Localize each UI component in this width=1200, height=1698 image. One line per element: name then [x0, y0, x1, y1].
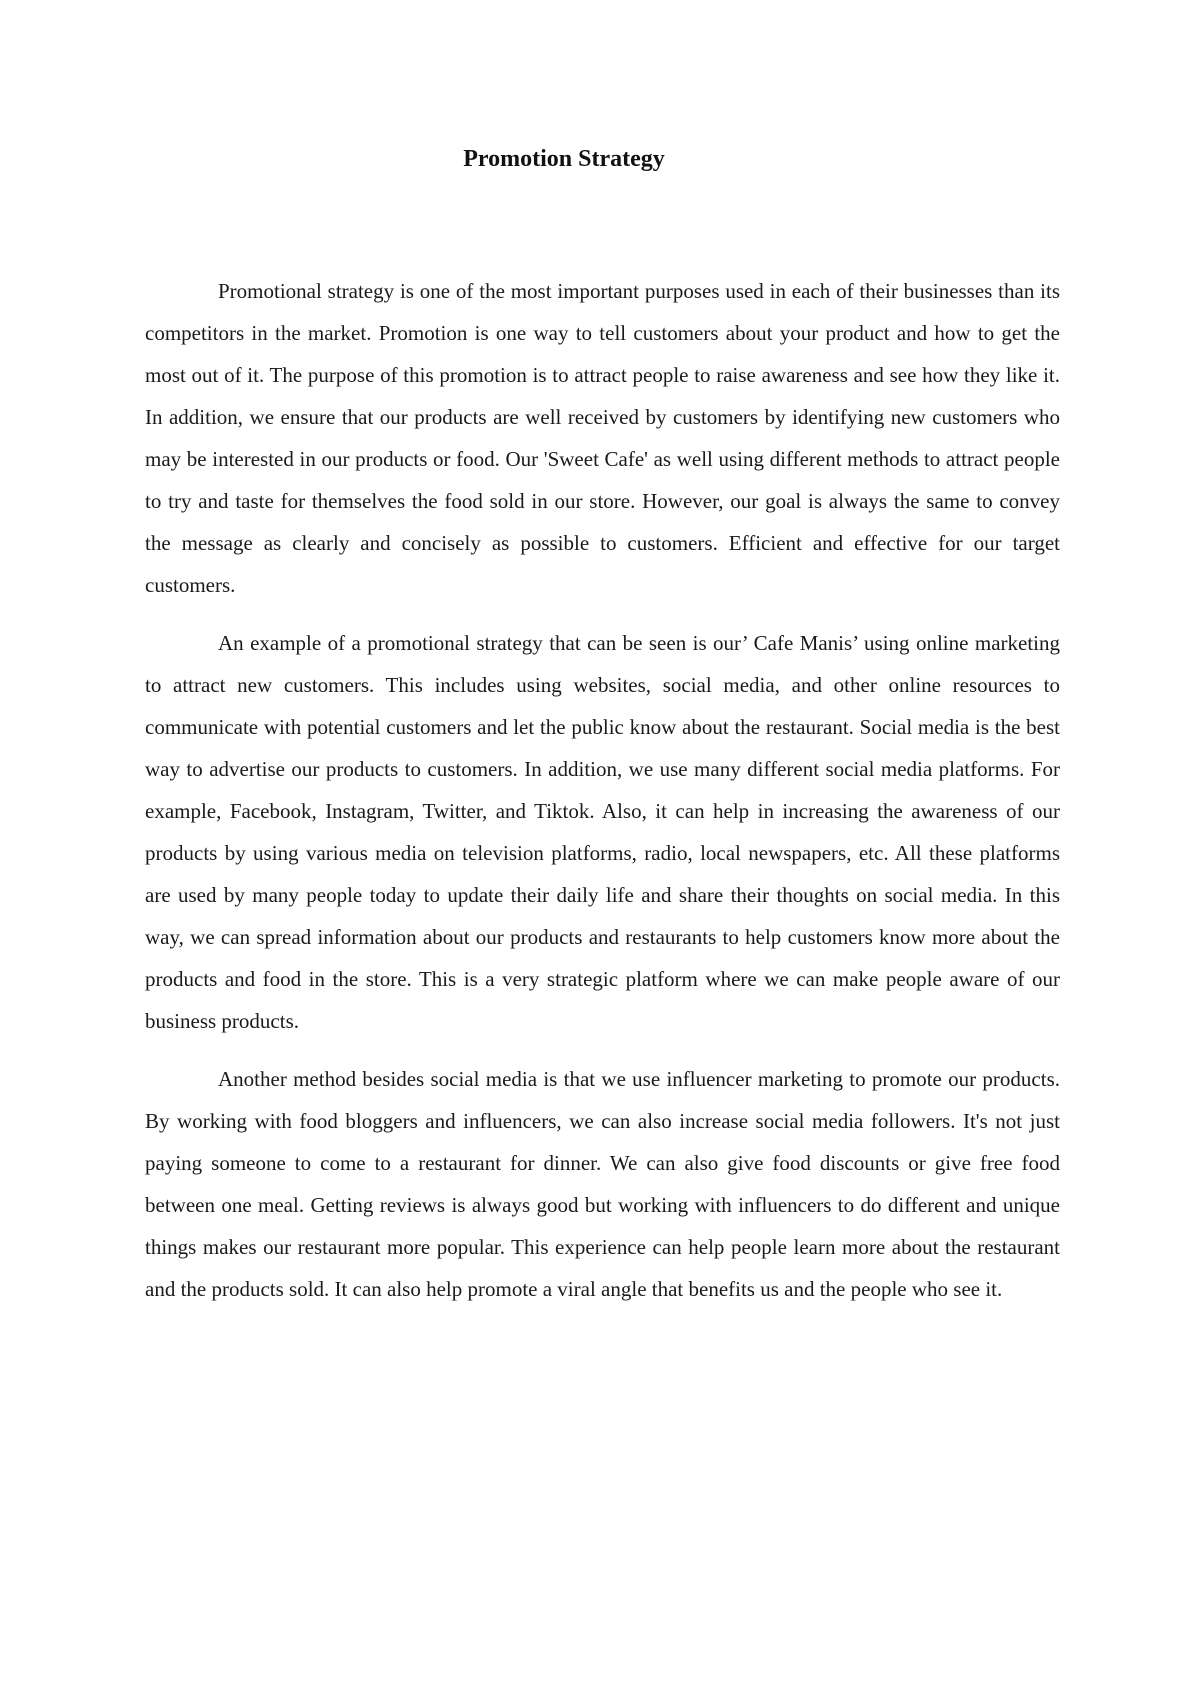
document-body	[145, 270, 1060, 1326]
paragraph-1: Promotional strategy is one of the most important purposes used in each of their businesses than its competitors in the market. Promotion is one way to tell customers about your product and how to get the most out of it. The purpose of this promotion is to attract people to raise awareness and see how they like it. In addition, we ensure that our products are well received by customers by identifying new customers who may be interested in our products or food. Our 'Sweet Cafe' as well using different methods to attract people to try and taste for themselves the food sold in our store. However, our goal is always the same to convey the message as clearly and concisely as possible to customers. Efficient and effective for our target customers.	[145, 279, 1060, 597]
paragraph-2: An example of a promotional strategy that can be seen is our’ Cafe Manis’ using online marketing to attract new customers. This includes using websites, social media, and other online resources to communicate with potential customers and let the public know about the restaurant. Social media is the best way to advertise our products to customers. In addition, we use many different social media platforms. For example, Facebook, Instagram, Twitter, and Tiktok. Also, it can help in increasing the awareness of our products by using various media on television platforms, radio, local newspapers, etc. All these platforms are used by many people today to update their daily life and share their thoughts on social media. In this way, we can spread information about our products and restaurants to help customers know more about the products and food in the store. This is a very strategic platform where we can make people aware of our business products.	[145, 631, 1060, 1033]
paragraph-3: Another method besides social media is that we use influencer marketing to promote our products. By working with food bloggers and influencers, we can also increase social media followers. It's not just paying someone to come to a restaurant for dinner. We can also give food discounts or give free food between one meal. Getting reviews is always good but working with influencers to do different and unique things makes our restaurant more popular. This experience can help people learn more about the restaurant and the products sold. It can also help promote a viral angle that benefits us and the people who see it.	[145, 1067, 1060, 1301]
document-title: Promotion Strategy	[463, 146, 665, 172]
